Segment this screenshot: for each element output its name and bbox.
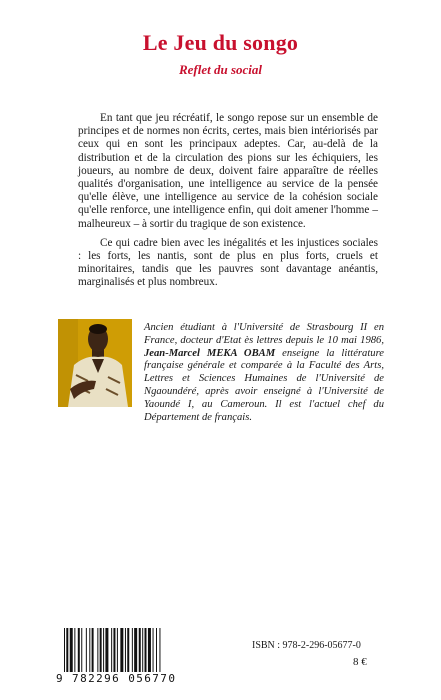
barcode-number: 9 782296 056770 [56, 672, 177, 685]
author-name: Jean-Marcel MEKA OBAM [144, 347, 276, 359]
book-title: Le Jeu du songo [142, 30, 299, 55]
book-subtitle: Reflet du social [178, 62, 263, 77]
author-biography [144, 322, 384, 424]
summary-text [78, 112, 378, 296]
summary-paragraph: Ce qui cadre bien avec les inégalités et les injustices sociales : les forts, les nantis, sont de plus en plus forts, cruels et minoritaires, tandis que les pauvres sont davantage anéantis, marginalisés et plus nombreux. [78, 236, 378, 289]
author-bio-start: Ancien étudiant à l'Université de Strasbourg II en France, docteur d'Etat ès lettres depuis le 10 mai 1986, [144, 322, 384, 346]
author-bio-end: enseigne la littérature française générale et comparée à la Faculté des Arts, Lettres et Sciences Humaines de l'Université de Ngaoundéré, après avoir enseigné à l'Université de Yaoundé I, au Cameroun. Il est l'actuel chef du Département de français. [144, 347, 384, 423]
isbn-label: ISBN : 978-2-296-05677-0 [252, 640, 361, 651]
author-photo [58, 319, 132, 407]
price-label: 8 € [353, 656, 367, 668]
barcode [62, 628, 212, 674]
summary-paragraph: En tant que jeu récréatif, le songo repose sur un ensemble de principes et de normes non écrits, certes, mais bien intériorisés par ceux qui en sont les principaux adeptes. Car, au-delà de la distribution et de la circulation des pions sur les échiquiers, les joueurs, au nombre de deux, doivent faire apparaître de réelles qualités d'organisation, une intelligence au service de la pensée qu'elle élève, une intelligence au service de la cohésion sociale qu'elle renforce, une intelligence enfin, qui doit amener l'homme – malheureux – à sortir du tragique de son existence. [78, 112, 378, 230]
author-portrait-image [58, 319, 132, 407]
